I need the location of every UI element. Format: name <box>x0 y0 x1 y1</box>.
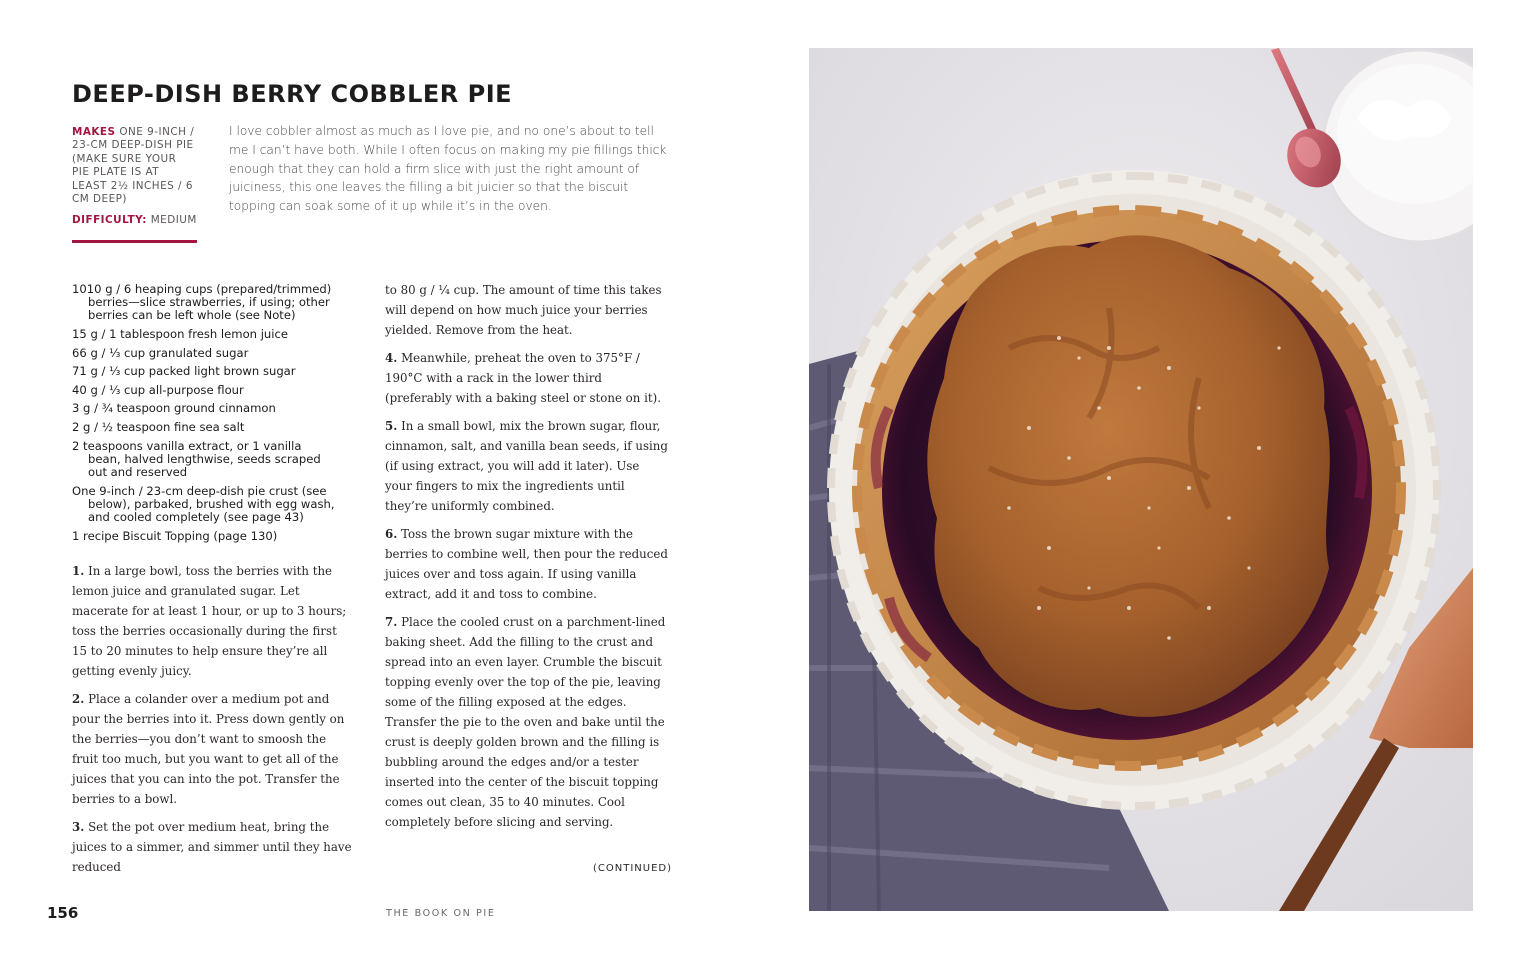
ingredient-item: 66 g / ⅓ cup granulated sugar <box>72 345 249 360</box>
ingredient-item: 2 teaspoons vanilla extract, or 1 vanilla bean, halved lengthwise, seeds scraped out and reserved <box>72 438 321 479</box>
step-number: 1. <box>72 564 85 578</box>
page-number: 156 <box>47 904 79 922</box>
ingredient-item: 2 g / ½ teaspoon fine sea salt <box>72 419 245 434</box>
step-text: Place a colander over a medium pot and pour the berries into it. Press down gently on the berries—you don’t want to smoosh the fruit too much, but you want to get all of the juices that you can into the pot. Transfer the berries to a bowl. <box>72 692 345 806</box>
step-text: Set the pot over medium heat, bring the juices to a simmer, and simmer until they have reduced <box>72 820 352 874</box>
method-step <box>72 689 354 809</box>
ingredient-item: 1010 g / 6 heaping cups (prepared/trimmed) berries—slice strawberries, if using; other berries can be left whole (see Note) <box>72 282 332 323</box>
method-column-left <box>72 561 354 885</box>
step-number: 7. <box>385 615 398 629</box>
difficulty-info <box>72 214 197 226</box>
continued-marker: (CONTINUED) <box>593 863 673 874</box>
step-number: 3. <box>72 820 85 834</box>
method-step <box>72 817 354 877</box>
recipe-title: DEEP-DISH BERRY COBBLER PIE <box>72 80 513 108</box>
makes-text: ONE 9-INCH / 23-CM DEEP-DISH PIE (MAKE SURE YOUR PIE PLATE IS AT LEAST 2½ INCHES / 6 CM DEEP) <box>72 126 195 206</box>
method-column-right <box>385 280 670 840</box>
yield-info <box>72 126 196 206</box>
ingredient-item: 71 g / ⅓ cup packed light brown sugar <box>72 364 296 379</box>
recipe-intro: I love cobbler almost as much as I love pie, and no one’s about to tell me I can’t have both. While I often focus on making my pie fillings thick enough that they can hold a firm slice with just the right amount of juiciness, this one leaves the filling a bit juicier so that the biscuit topping can soak some of it up while it’s in the oven. <box>229 124 667 214</box>
ingredient-item: 40 g / ⅓ cup all-purpose flour <box>72 382 244 397</box>
method-step <box>72 561 354 681</box>
running-title: THE BOOK ON PIE <box>386 908 496 919</box>
step-number: 5. <box>385 419 398 433</box>
ingredient-item: 3 g / ¾ teaspoon ground cinnamon <box>72 401 276 416</box>
ingredient-item: 1 recipe Biscuit Topping (page 130) <box>72 528 278 543</box>
step-text: to 80 g / ¼ cup. The amount of time this takes will depend on how much juice your berries yielded. Remove from the heat. <box>385 283 662 337</box>
ingredient-item: One 9-inch / 23-cm deep-dish pie crust (see below), parbaked, brushed with egg wash, and cooled completely (see page 43) <box>72 483 335 524</box>
method-step-continued <box>385 280 670 340</box>
makes-label: MAKES <box>72 126 116 138</box>
step-number: 2. <box>72 692 85 706</box>
accent-rule <box>72 240 197 243</box>
difficulty-text: MEDIUM <box>150 214 197 226</box>
ingredient-list <box>72 283 337 548</box>
step-text: Toss the brown sugar mixture with the berries to combine well, then pour the reduced juices over and toss again. If using vanilla extract, add it and toss to combine. <box>385 527 668 601</box>
step-text: Meanwhile, preheat the oven to 375°F / 190°C with a rack in the lower third (preferably with a baking steel or stone on it). <box>385 351 661 405</box>
step-text: In a large bowl, toss the berries with the lemon juice and granulated sugar. Let macerate for at least 1 hour, or up to 3 hours; toss the berries occasionally during the first 15 to 20 minutes to help ensure they’re all getting evenly juicy. <box>72 564 347 678</box>
step-text: Place the cooled crust on a parchment-lined baking sheet. Add the filling to the crust and spread into an even layer. Crumble the biscuit topping evenly over the top of the pie, leaving some of the filling exposed at the edges. Transfer the pie to the oven and bake until the crust is deeply golden brown and the filling is bubbling around the edges and/or a tester inserted into the center of the biscuit topping comes out clean, 35 to 40 minutes. Cool completely before slicing and serving. <box>385 615 666 829</box>
ingredient-item: 15 g / 1 tablespoon fresh lemon juice <box>72 327 288 341</box>
pie-photo <box>809 48 1473 911</box>
step-text: In a small bowl, mix the brown sugar, flour, cinnamon, salt, and vanilla bean seeds, if using (if using extract, you will add it later). Use your fingers to mix the ingredients until they’re uniformly combined. <box>385 419 668 513</box>
method-step <box>385 416 670 516</box>
method-step <box>385 524 670 604</box>
step-number: 6. <box>385 527 398 541</box>
step-number: 4. <box>385 351 398 365</box>
difficulty-label: DIFFICULTY: <box>72 214 147 226</box>
biscuit-topping <box>927 235 1329 717</box>
method-step <box>385 612 670 832</box>
method-step <box>385 348 670 408</box>
